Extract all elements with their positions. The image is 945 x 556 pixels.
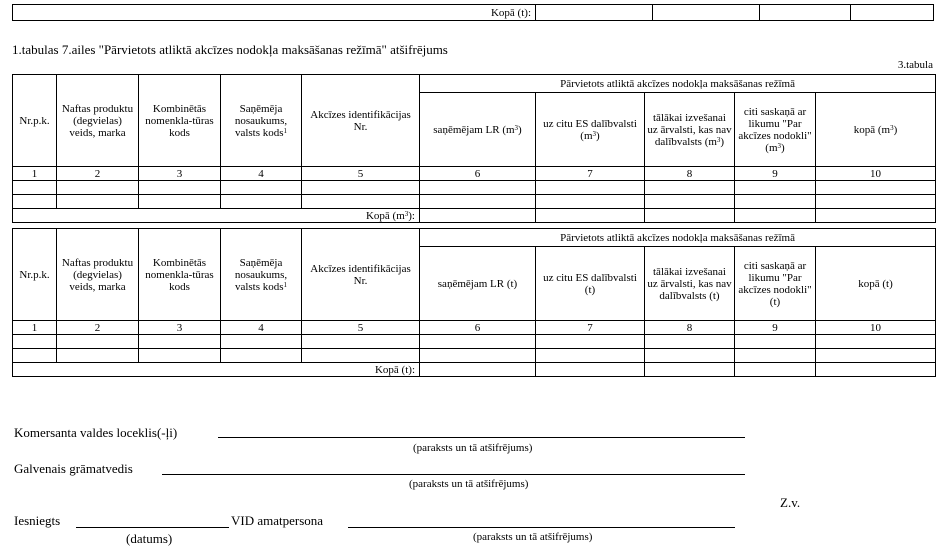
accountant-label: Galvenais grāmatvedis bbox=[14, 461, 133, 476]
col-num: 8 bbox=[645, 321, 735, 335]
col-num: 10 bbox=[816, 321, 936, 335]
header-lr: saņēmējam LR $(m^3)$ bbox=[420, 93, 536, 167]
header-other: citi saskaņā ar likumu "Par akcīzes nodokli" $(m^3)$ bbox=[735, 93, 816, 167]
board-member-signature-line[interactable] bbox=[218, 437, 745, 438]
header-total: kopā $(m^3)$ bbox=[816, 93, 936, 167]
vid-official-label: VID amatpersona bbox=[231, 513, 324, 528]
header-kn: Kombinētās nomenkla-tūras kods bbox=[139, 75, 221, 167]
column-number-row bbox=[13, 167, 936, 181]
col-num: 6 bbox=[420, 167, 536, 181]
table-t bbox=[12, 228, 936, 377]
col-num: 10 bbox=[816, 167, 936, 181]
table-row[interactable] bbox=[13, 181, 936, 195]
total-row bbox=[13, 363, 936, 377]
vid-caption: (paraksts un tā atšifrējums) bbox=[473, 531, 593, 543]
top-total-table bbox=[12, 4, 934, 21]
header-lr: saņēmējam LR (t) bbox=[420, 247, 536, 321]
col-num: 9 bbox=[735, 167, 816, 181]
header-excise-id: Akcīzes identifikācijas Nr. bbox=[302, 75, 420, 167]
col-num: 1 bbox=[13, 321, 57, 335]
date-line[interactable] bbox=[76, 527, 229, 528]
seal-label: Z.v. bbox=[780, 495, 801, 510]
col-num: 4 bbox=[221, 167, 302, 181]
col-num: 5 bbox=[302, 321, 420, 335]
total-row bbox=[13, 209, 936, 223]
board-member-caption: (paraksts un tā atšifrējums) bbox=[413, 442, 533, 454]
col-num: 7 bbox=[536, 167, 645, 181]
input-cell[interactable] bbox=[653, 5, 760, 21]
col-num: 2 bbox=[57, 321, 139, 335]
input-cell[interactable] bbox=[536, 5, 653, 21]
input-cell[interactable] bbox=[851, 5, 934, 21]
group-header: Pārvietots atliktā akcīzes nodokļa maksāšanas režīmā bbox=[420, 229, 936, 247]
header-excise-id: Akcīzes identifikācijas Nr. bbox=[302, 229, 420, 321]
table-number: 3.tabula bbox=[897, 59, 933, 71]
header-product: Naftas produktu (degvielas) veids, marka bbox=[57, 75, 139, 167]
table-row[interactable] bbox=[13, 195, 936, 209]
header-es: uz citu ES dalībvalsti $(m^3)$ bbox=[536, 93, 645, 167]
col-num: 5 bbox=[302, 167, 420, 181]
col-num: 8 bbox=[645, 167, 735, 181]
table-row[interactable] bbox=[13, 349, 936, 363]
vid-signature-line[interactable] bbox=[348, 527, 735, 528]
col-num: 2 bbox=[57, 167, 139, 181]
header-other: citi saskaņā ar likumu "Par akcīzes nodokli" (t) bbox=[735, 247, 816, 321]
header-recipient: Saņēmēja nosaukums, valsts kods$^1$ bbox=[221, 229, 302, 321]
col-num: 9 bbox=[735, 321, 816, 335]
table-m3 bbox=[12, 74, 936, 223]
header-recipient: Saņēmēja nosaukums, valsts kods$^1$ bbox=[221, 75, 302, 167]
col-num: 7 bbox=[536, 321, 645, 335]
date-caption: (datums) bbox=[126, 531, 173, 546]
col-num: 3 bbox=[139, 167, 221, 181]
input-cell[interactable] bbox=[760, 5, 851, 21]
header-export: tālākai izvešanai uz ārvalsti, kas nav dalībvalsts (t) bbox=[645, 247, 735, 321]
top-total-label: Kopā (t): bbox=[13, 5, 536, 21]
total-label-m3: Kopā $(m^3)$: bbox=[13, 209, 420, 223]
table-row[interactable] bbox=[13, 335, 936, 349]
accountant-caption: (paraksts un tā atšifrējums) bbox=[409, 478, 529, 490]
accountant-signature-line[interactable] bbox=[162, 474, 745, 475]
col-num: 4 bbox=[221, 321, 302, 335]
header-nr: Nr.p.k. bbox=[13, 75, 57, 167]
header-es: uz citu ES dalībvalsti (t) bbox=[536, 247, 645, 321]
total-label-t: Kopā (t): bbox=[13, 363, 420, 377]
header-nr: Nr.p.k. bbox=[13, 229, 57, 321]
col-num: 1 bbox=[13, 167, 57, 181]
submitted-label: Iesniegts bbox=[14, 513, 61, 528]
col-num: 6 bbox=[420, 321, 536, 335]
section-title: 1.tabulas 7.ailes "Pārvietots atliktā akcīzes nodokļa maksāšanas režīmā" atšifrējums bbox=[12, 42, 448, 57]
header-kn: Kombinētās nomenkla-tūras kods bbox=[139, 229, 221, 321]
header-product: Naftas produktu (degvielas) veids, marka bbox=[57, 229, 139, 321]
group-header: Pārvietots atliktā akcīzes nodokļa maksāšanas režīmā bbox=[420, 75, 936, 93]
col-num: 3 bbox=[139, 321, 221, 335]
column-number-row bbox=[13, 321, 936, 335]
header-export: tālākai izvešanai uz ārvalsti, kas nav dalībvalsts $(m^3)$ bbox=[645, 93, 735, 167]
board-member-label: Komersanta valdes loceklis(-ļi) bbox=[14, 425, 178, 440]
header-total: kopā (t) bbox=[816, 247, 936, 321]
